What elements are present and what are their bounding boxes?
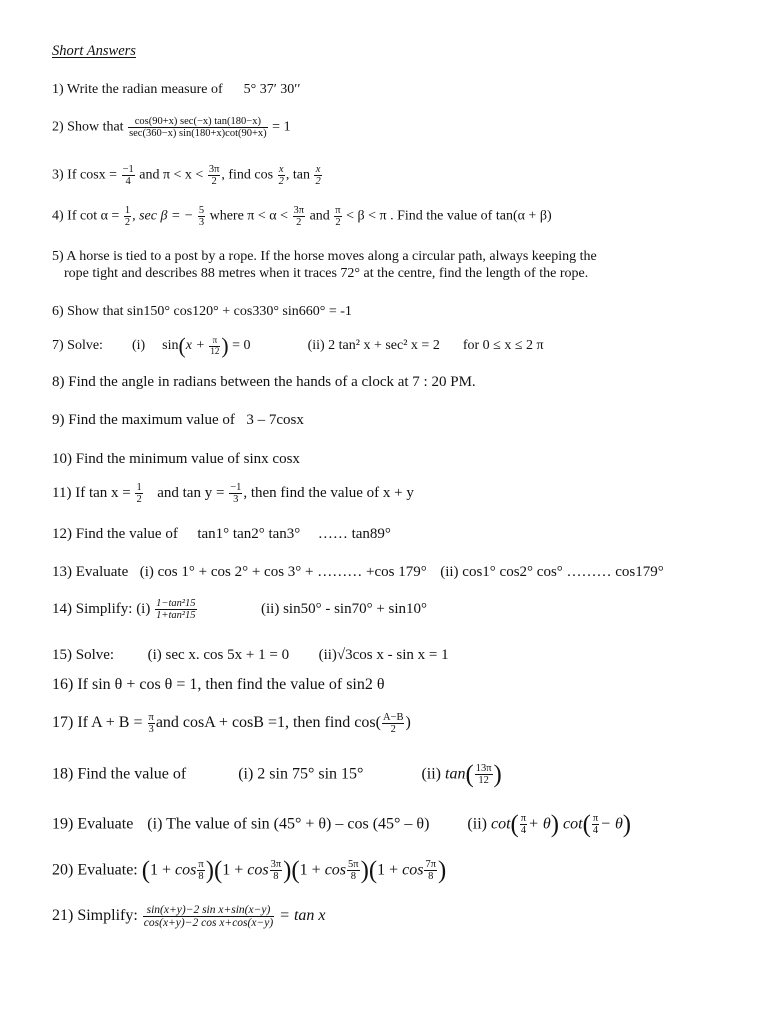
q-text: (ii) 2 tan² x + sec² x = 2 (307, 338, 440, 354)
q-text: If sin θ + cos θ = 1, then find the value of sin2 θ (77, 676, 385, 693)
sqrt-3: √3 (336, 647, 353, 663)
q-text: 1 + (150, 861, 172, 879)
question-3 (52, 164, 323, 187)
q-text: 1 + (299, 861, 321, 879)
question-2 (52, 116, 291, 139)
question-16 (52, 675, 385, 694)
q-number: 12) (52, 526, 72, 542)
question-11 (52, 482, 414, 505)
q-text: Evaluate (75, 564, 129, 580)
question-5 (52, 249, 597, 283)
q-number: 3) (52, 167, 64, 183)
q-number: 7) (52, 338, 64, 354)
q-value: 5° 37′ 30′′ (243, 82, 301, 97)
q-rhs: = tan x (279, 907, 326, 925)
part-label: (ii) (467, 815, 487, 833)
question-20: 20) Evaluate: (1 + cos $\frac{\pi}{8}$ )(1 + cos $\frac{3\pi}{8}$ )(1 + cos $\frac{5\pi}{8}$ )(1 + cos $\frac{7\pi}{8}$ ) (52, 857, 447, 884)
q-text: x + (185, 338, 205, 354)
fraction: $\frac{\pi}{12}$ (210, 335, 220, 356)
q-text: , find cos (221, 167, 274, 183)
q-text: Simplify: (75, 600, 133, 617)
q-text: Write the radian measure of (66, 82, 223, 97)
q-text: = 0 (232, 338, 251, 354)
q-text: , sec β = − (132, 208, 194, 224)
q-part-2: (ii) sin50° - sin70° + sin10° (261, 600, 428, 617)
part-label: (i) (136, 600, 151, 617)
fraction: $\frac{-1}{3}$ (230, 482, 242, 506)
fraction: $\frac{3\pi}{2}$ (208, 164, 220, 188)
part-label: (ii) (318, 647, 337, 663)
fraction: $\frac{1}{2}$ (124, 205, 131, 229)
part-label: (i) (131, 338, 146, 354)
fraction: $\frac{3\pi}{2}$ (293, 205, 305, 229)
fraction: $\frac{5}{3}$ (198, 205, 205, 229)
fraction: $\frac{x}{2}$ (315, 164, 321, 188)
q-text: cos (247, 861, 269, 879)
fraction: $\frac{x}{2}$ (278, 164, 284, 188)
question-15 (52, 646, 449, 664)
q-text: Evaluate: (77, 861, 138, 879)
q-dots: …… (317, 526, 348, 542)
question-4 (52, 205, 552, 228)
fraction: $\frac{\pi}{8}$ (198, 859, 204, 883)
q-text: , tan (285, 167, 310, 183)
q-number: 4) (52, 208, 64, 224)
q-text: Find the value of (77, 765, 187, 783)
q-part-1: (i) sec x. cos 5x + 1 = 0 (147, 647, 290, 663)
q-number: 2) (52, 119, 64, 135)
q-part-1: (i) cos 1° + cos 2° + cos 3° + ……… +cos 179° (139, 564, 427, 580)
question-6 (52, 304, 352, 321)
question-8 (52, 373, 476, 391)
q-text: 1 + (377, 861, 399, 879)
q-part-1: (i) 2 sin 75° sin 15° (238, 765, 364, 783)
fraction: $\frac{A-B}{2}$ (382, 712, 404, 736)
q-text: 1 + (222, 861, 244, 879)
q-number: 1) (52, 82, 64, 97)
q-text: where π < α < (209, 208, 288, 224)
q-text-line2: rope tight and describes 88 metres when it traces 72° at the centre, find the length of the rope. (64, 265, 589, 281)
q-text: Find the maximum value of (68, 412, 235, 428)
q-text: cos (324, 861, 347, 879)
q-text: A horse is tied to a post by a rope. If the horse moves along a circular path, always keeping the (66, 249, 597, 264)
q-expr: tan89° (351, 526, 391, 542)
q-rhs: = 1 (272, 119, 291, 135)
q-expr: 3 – 7cosx (246, 412, 304, 428)
q-text: − θ (600, 815, 623, 833)
q-text: Evaluate (77, 815, 134, 833)
fraction: $\frac{\text{sin(x+y)−2 sin x+sin(x−y)}}{\text{cos(x+y)−2 cos x+cos(x−y)}}$ (143, 904, 274, 930)
q-number: 10) (52, 451, 72, 467)
fraction: $\frac{1}{2}$ (136, 482, 142, 506)
question-14 (52, 598, 427, 621)
question-18: 18) Find the value of (i) 2 sin 75° sin 15° (ii) tan( $\frac{13\pi}{12}$ ) (52, 761, 502, 788)
question-17 (52, 712, 411, 735)
q-text: cos (175, 861, 197, 879)
part-label: (ii) (421, 765, 441, 783)
q-text: ) (405, 714, 411, 732)
fraction: $\frac{\cos(90+x) \sec(-x) \tan(180-x)}{\sec(360-x) \sin(180+x)\cot(90+x)}$ (129, 116, 267, 140)
question-19: 19) Evaluate (i) The value of sin (45° + θ) – cos (45° – θ) (ii) cot( $\frac{\pi}{4}$ + θ) cot( $\frac{\pi}{4}$ − θ) (52, 811, 632, 838)
q-text: Show that (67, 119, 124, 135)
question-1 (52, 82, 300, 99)
q-text: If A + B = (77, 714, 143, 732)
question-12 (52, 525, 391, 543)
q-text: Solve: (75, 647, 115, 663)
q-number: 19) (52, 815, 74, 833)
question-13 (52, 563, 664, 581)
question-9 (52, 411, 304, 429)
q-number: 8) (52, 374, 65, 390)
q-text: , then find the value of x + y (243, 484, 414, 501)
q-number: 14) (52, 600, 72, 617)
q-number: 13) (52, 564, 72, 580)
q-text: Simplify: (77, 907, 138, 925)
q-text: < β < π . Find the value of tan(α + β) (346, 208, 552, 224)
fraction: $\frac{\pi}{3}$ (148, 712, 154, 736)
fraction: $\frac{-1}{4}$ (122, 164, 134, 188)
q-text: If cosx = (67, 167, 118, 183)
fraction: $\frac{13\pi}{12}$ (475, 763, 492, 787)
q-text: sin (162, 338, 179, 354)
q-number: 9) (52, 412, 65, 428)
fraction: $\frac{\pi}{4}$ (520, 813, 527, 837)
q-part-2: (ii) cos1° cos2° cos° ……… cos179° (440, 564, 664, 580)
q-text: and tan y = (157, 484, 225, 501)
q-text: for 0 ≤ x ≤ 2 π (462, 338, 544, 354)
q-text: cos x - sin x = 1 (352, 647, 449, 663)
q-text: cos (402, 861, 424, 879)
q-text: Show that sin150° cos120° + cos330° sin660° = -1 (67, 304, 352, 319)
q-number: 16) (52, 676, 74, 693)
fraction: $\frac{5\pi}{8}$ (348, 859, 359, 883)
q-text: tan (445, 765, 466, 783)
q-text: Find the minimum value of sinx cosx (75, 451, 300, 467)
q-number: 15) (52, 647, 72, 663)
q-text: If tan x = (75, 484, 131, 501)
q-text: Find the angle in radians between the hands of a clock at 7 : 20 PM. (68, 374, 476, 390)
fraction: $\frac{\text{1−tan²15}}{\text{1+tan²15}}$ (156, 598, 196, 622)
q-number: 17) (52, 714, 74, 732)
q-text: cot (563, 815, 583, 833)
fraction: $\frac{3\pi}{8}$ (270, 859, 282, 883)
q-number: 21) (52, 907, 74, 925)
q-number: 20) (52, 861, 74, 879)
q-number: 11) (52, 484, 72, 501)
q-text: If cot α = (67, 208, 120, 224)
q-text: cot (490, 815, 511, 833)
fraction: $\frac{\pi}{4}$ (592, 813, 599, 837)
q-text: and cosA + cosB =1, then find cos( (155, 714, 381, 732)
q-part-1: (i) The value of sin (45° + θ) – cos (45° – θ) (147, 815, 430, 833)
question-21 (52, 904, 326, 929)
q-text: and π < x < (139, 167, 204, 183)
q-number: 6) (52, 304, 64, 319)
q-text: Find the value of (75, 526, 178, 542)
section-heading: Short Answers (52, 43, 136, 59)
q-expr: tan1° tan2° tan3° (197, 526, 301, 542)
q-text: Solve: (67, 338, 103, 354)
q-text: + θ (528, 815, 551, 833)
q-text: and (309, 208, 330, 224)
question-10 (52, 450, 300, 468)
q-number: 5) (52, 249, 64, 264)
fraction: $\frac{\pi}{2}$ (335, 205, 341, 229)
question-7: 7) Solve: (i) sin(x + $\frac{\pi}{12}$ ) = 0 (ii) 2 tan² x + sec² x = 2 for 0 ≤ x ≤ 2 π (52, 334, 544, 358)
fraction: $\frac{7\pi}{8}$ (425, 859, 437, 883)
q-number: 18) (52, 765, 74, 783)
